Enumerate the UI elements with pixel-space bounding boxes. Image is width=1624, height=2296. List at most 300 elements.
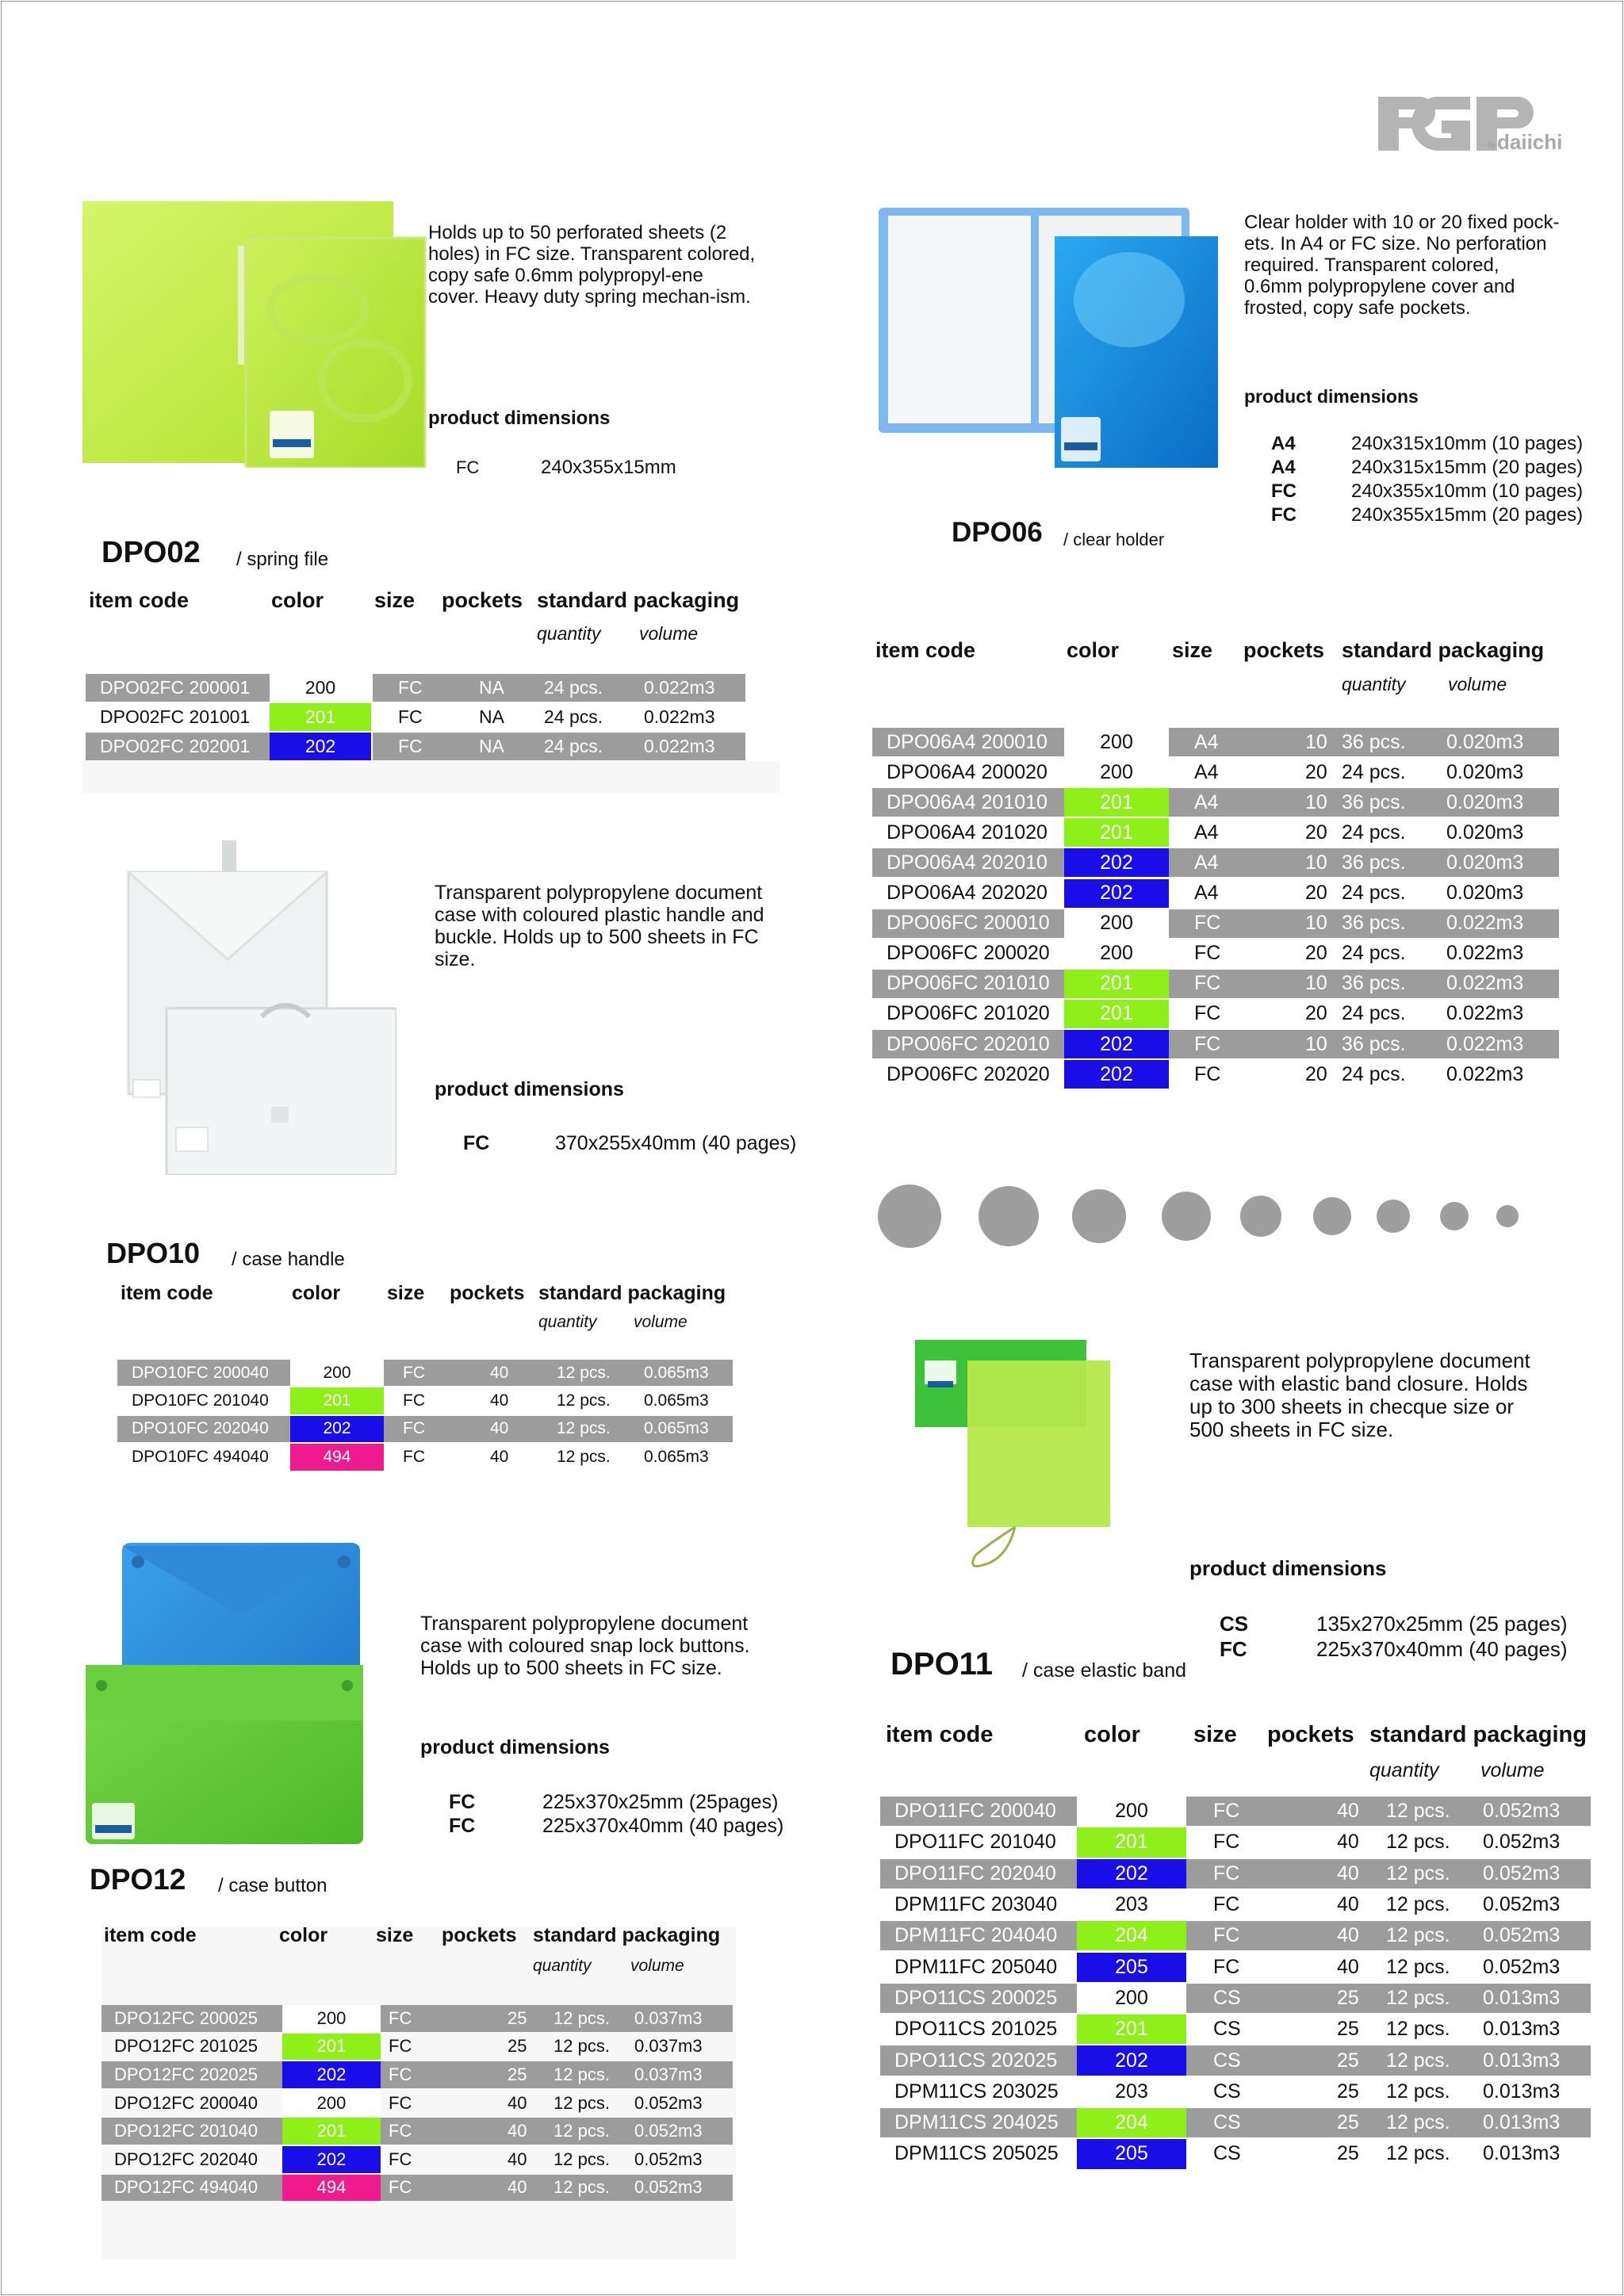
cell-size: FC bbox=[403, 1391, 425, 1410]
table-row bbox=[880, 2077, 1591, 2107]
dimension-row bbox=[463, 1131, 796, 1155]
dimension-row bbox=[1220, 1611, 1568, 1636]
cell-size: A4 bbox=[1194, 882, 1219, 905]
cell-quantity: 12 pcs. bbox=[549, 1360, 644, 1386]
col-quantity: quantity bbox=[1342, 674, 1406, 695]
cell-volume: 0.065m3 bbox=[644, 1416, 733, 1442]
cell-color: 204 bbox=[1077, 2108, 1186, 2137]
table-row bbox=[872, 848, 1559, 877]
cell-size: A4 bbox=[1169, 728, 1262, 756]
brand-logo bbox=[1377, 92, 1567, 155]
cell-volume: 0.022m3 bbox=[612, 733, 745, 760]
cell-item-code: DPO02FC 200001 bbox=[86, 674, 270, 702]
cell-color: 202 bbox=[282, 2061, 381, 2088]
cell-size: FC bbox=[1194, 1002, 1221, 1025]
cell-pockets: 25 bbox=[1337, 2018, 1359, 2041]
cell-pockets: 40 bbox=[490, 1391, 509, 1410]
cell-size: FC bbox=[389, 2149, 412, 2169]
cell-volume: 0.020m3 bbox=[1446, 882, 1524, 905]
cell-quantity: 24 pcs. bbox=[1342, 821, 1406, 844]
dpo02-product-code: DPO02 bbox=[102, 536, 201, 569]
cell-quantity: 24 pcs. bbox=[508, 674, 612, 702]
table-row bbox=[880, 2108, 1591, 2137]
cell-color: 201 bbox=[1064, 788, 1169, 817]
cell-volume: 0.020m3 bbox=[1446, 760, 1524, 783]
cell-size: FC bbox=[373, 733, 425, 760]
cell-size: FC bbox=[381, 2005, 460, 2032]
cell-pockets: 40 bbox=[460, 2175, 553, 2202]
cell-quantity: 12 pcs. bbox=[553, 2149, 610, 2169]
cell-size: CS bbox=[1186, 2108, 1297, 2137]
cell-pockets: 20 bbox=[1305, 1002, 1327, 1025]
dpo02-product-image bbox=[79, 198, 428, 468]
cell-volume: 0.065m3 bbox=[644, 1391, 709, 1410]
cell-item-code: DPO12FC 494040 bbox=[102, 2175, 282, 2202]
cell-pockets: 40 bbox=[1337, 1893, 1359, 1916]
cell-quantity: 12 pcs. bbox=[553, 2175, 634, 2202]
cell-size: CS bbox=[1213, 2018, 1241, 2041]
dimension-size: CS bbox=[1220, 1612, 1249, 1636]
table-row bbox=[102, 2061, 733, 2088]
table-row bbox=[872, 879, 1559, 908]
cell-quantity: 12 pcs. bbox=[1386, 1955, 1450, 1978]
cell-pockets: 25 bbox=[1337, 2080, 1359, 2103]
cell-item-code: DPO12FC 202025 bbox=[102, 2061, 282, 2088]
cell-color: 202 bbox=[270, 733, 371, 760]
dimension-row bbox=[449, 1814, 783, 1838]
cell-quantity: 12 pcs. bbox=[1386, 1831, 1450, 1854]
dpo11-product-code: DPO11 bbox=[891, 1647, 993, 1682]
dimension-size: FC bbox=[449, 1791, 476, 1813]
cell-item-code: DPO10FC 200040 bbox=[117, 1360, 290, 1386]
dpo06-product-image bbox=[875, 205, 1224, 471]
cell-item-code: DPO11CS 200025 bbox=[880, 1984, 1077, 2013]
cell-volume: 0.020m3 bbox=[1446, 728, 1559, 756]
cell-item-code: DPO06A4 200020 bbox=[887, 760, 1048, 783]
table-row bbox=[102, 2090, 733, 2117]
cell-item-code: DPO12FC 200025 bbox=[102, 2005, 282, 2032]
col-standard-packaging: standard packaging bbox=[538, 1282, 726, 1304]
cell-volume: 0.022m3 bbox=[1446, 970, 1559, 998]
cell-quantity: 24 pcs. bbox=[508, 733, 612, 760]
cell-color: 202 bbox=[1077, 2045, 1186, 2075]
cell-pockets: 10 bbox=[1262, 848, 1342, 877]
cell-color: 200 bbox=[1064, 758, 1169, 786]
col-size: size bbox=[376, 1924, 414, 1946]
cell-color: 201 bbox=[1077, 1827, 1186, 1857]
col-size: size bbox=[387, 1282, 425, 1304]
cell-color: 201 bbox=[270, 703, 371, 731]
cell-quantity: 12 pcs. bbox=[1386, 1921, 1472, 1950]
dpo12-product-code: DPO12 bbox=[90, 1863, 186, 1896]
cell-quantity: 24 pcs. bbox=[1342, 882, 1406, 905]
cell-quantity: 36 pcs. bbox=[1342, 970, 1446, 998]
cell-pockets: 40 bbox=[1337, 1831, 1359, 1854]
cell-item-code: DPO11FC 202040 bbox=[880, 1859, 1077, 1888]
cell-volume: 0.037m3 bbox=[634, 2061, 733, 2088]
cell-color: 202 bbox=[1064, 848, 1169, 877]
cell-size: A4 bbox=[1169, 788, 1262, 817]
decorative-dot bbox=[1313, 1197, 1351, 1235]
cell-item-code: DPM11CS 204025 bbox=[880, 2108, 1077, 2137]
cell-size: FC bbox=[1186, 1859, 1297, 1888]
cell-pockets: 10 bbox=[1262, 909, 1342, 938]
table-row bbox=[872, 1000, 1559, 1028]
cell-quantity: 12 pcs. bbox=[1386, 1797, 1472, 1826]
dimension-value: 240x355x15mm (20 pages) bbox=[1351, 504, 1584, 526]
cell-quantity: 12 pcs. bbox=[1386, 2045, 1472, 2075]
cell-pockets: 25 bbox=[1297, 1984, 1386, 2013]
decorative-dot bbox=[1377, 1200, 1410, 1233]
col-quantity: quantity bbox=[538, 1313, 597, 1331]
dpo11-product-image bbox=[912, 1337, 1118, 1575]
dimension-row bbox=[1271, 432, 1583, 456]
cell-quantity: 12 pcs. bbox=[1386, 1984, 1472, 2013]
dpo10-subtitle: / case handle bbox=[232, 1249, 345, 1270]
cell-quantity: 12 pcs. bbox=[549, 1416, 644, 1442]
cell-volume: 0.022m3 bbox=[644, 706, 715, 727]
cell-size: FC bbox=[1194, 942, 1221, 965]
cell-item-code: DPO06FC 202010 bbox=[872, 1030, 1064, 1058]
dimension-size: FC bbox=[449, 1815, 476, 1837]
dpo06-dimensions-title: product dimensions bbox=[1244, 386, 1419, 407]
cell-quantity: 36 pcs. bbox=[1342, 1030, 1446, 1058]
cell-size: FC bbox=[381, 2061, 460, 2088]
cell-size: FC bbox=[381, 2118, 460, 2145]
cell-pockets: 40 bbox=[454, 1360, 549, 1386]
table-row bbox=[102, 2118, 733, 2145]
cell-color: 200 bbox=[1077, 1797, 1186, 1826]
table-row bbox=[880, 1984, 1591, 2013]
cell-volume: 0.052m3 bbox=[1483, 1955, 1561, 1978]
cell-quantity: 24 pcs. bbox=[1342, 1062, 1406, 1085]
col-volume: volume bbox=[1480, 1759, 1545, 1781]
cell-size: FC bbox=[1169, 970, 1262, 998]
cell-volume: 0.020m3 bbox=[1446, 788, 1559, 817]
dpo02-dimensions bbox=[456, 456, 676, 480]
cell-pockets: 20 bbox=[1305, 760, 1327, 783]
cell-pockets: 40 bbox=[1297, 1921, 1386, 1950]
cell-quantity: 24 pcs. bbox=[544, 706, 603, 727]
dpo06-subtitle: / clear holder bbox=[1063, 530, 1165, 549]
cell-item-code: DPO12FC 202040 bbox=[114, 2149, 258, 2169]
cell-volume: 0.022m3 bbox=[1446, 1030, 1559, 1058]
cell-pockets: 20 bbox=[1305, 942, 1327, 965]
table-row bbox=[872, 1030, 1559, 1058]
cell-item-code: DPO11FC 200040 bbox=[880, 1797, 1077, 1826]
cell-quantity: 12 pcs. bbox=[1386, 2080, 1450, 2103]
cell-size: FC bbox=[384, 1360, 454, 1386]
table-row bbox=[880, 1827, 1591, 1857]
col-item-code: item code bbox=[89, 588, 190, 612]
cell-volume: 0.013m3 bbox=[1472, 2108, 1591, 2137]
cell-pockets: 20 bbox=[1305, 882, 1327, 905]
cell-size: FC bbox=[398, 706, 423, 727]
cell-item-code: DPO10FC 201040 bbox=[132, 1391, 269, 1410]
cell-item-code: DPO06FC 201010 bbox=[872, 970, 1064, 998]
decorative-dot bbox=[1440, 1202, 1469, 1230]
dpo11-subtitle: / case elastic band bbox=[1022, 1659, 1187, 1682]
dimension-row bbox=[1271, 456, 1583, 480]
cell-size: FC bbox=[403, 1447, 425, 1466]
dpo11-dimensions-title: product dimensions bbox=[1189, 1556, 1387, 1580]
dpo11-description: Transparent polypropylene document case with elastic band closure. Holds up to 300 sheets in checque size or 500 sheets in FC size. bbox=[1189, 1349, 1530, 1441]
table-row bbox=[880, 1890, 1591, 1919]
dimension-row bbox=[1220, 1636, 1568, 1662]
brand-by: by bbox=[1488, 141, 1496, 150]
table-row bbox=[880, 1953, 1591, 1982]
cell-item-code: DPO02FC 202001 bbox=[86, 733, 270, 760]
cell-volume: 0.022m3 bbox=[1446, 942, 1524, 965]
cell-quantity: 12 pcs. bbox=[1386, 2018, 1450, 2041]
cell-volume: 0.065m3 bbox=[644, 1360, 733, 1386]
cell-item-code: DPO06A4 201010 bbox=[872, 788, 1064, 817]
cell-item-code: DPM11CS 203025 bbox=[894, 2080, 1059, 2103]
cell-volume: 0.052m3 bbox=[1483, 1831, 1561, 1854]
col-standard-packaging: standard packaging bbox=[1369, 1722, 1587, 1747]
cell-volume: 0.052m3 bbox=[634, 2175, 733, 2202]
decorative-dot bbox=[1162, 1192, 1211, 1241]
decorative-dot bbox=[1496, 1205, 1519, 1227]
cell-color: 201 bbox=[1064, 970, 1169, 998]
cell-size: FC bbox=[1186, 1921, 1297, 1950]
cell-volume: 0.022m3 bbox=[1446, 909, 1559, 938]
cell-size: FC bbox=[1213, 1955, 1240, 1978]
cell-item-code: DPO06FC 200020 bbox=[887, 942, 1050, 965]
cell-item-code: DPO02FC 201001 bbox=[100, 706, 251, 727]
col-volume: volume bbox=[1448, 674, 1507, 695]
cell-quantity: 36 pcs. bbox=[1342, 728, 1446, 756]
cell-size: FC bbox=[373, 674, 425, 702]
cell-volume: 0.020m3 bbox=[1446, 821, 1524, 844]
cell-color: 200 bbox=[282, 2090, 381, 2117]
decorative-dot bbox=[979, 1186, 1039, 1246]
table-row bbox=[872, 758, 1559, 786]
dimension-value: 240x315x15mm (20 pages) bbox=[1351, 457, 1584, 478]
cell-quantity: 24 pcs. bbox=[1342, 942, 1406, 965]
cell-item-code: DPO06A4 200010 bbox=[872, 728, 1064, 756]
cell-pockets: 40 bbox=[1297, 1859, 1386, 1888]
cell-pockets: 25 bbox=[460, 2061, 553, 2088]
cell-item-code: DPO06A4 202010 bbox=[872, 848, 1064, 877]
cell-volume: 0.037m3 bbox=[634, 2005, 733, 2032]
col-pockets: pockets bbox=[1243, 638, 1325, 662]
table-row bbox=[872, 1060, 1559, 1089]
cell-quantity: 36 pcs. bbox=[1342, 848, 1446, 877]
table-row bbox=[86, 733, 745, 760]
dpo12-description: Transparent polypropylene document case with coloured snap lock buttons. Holds up to 500 sheets in FC size. bbox=[420, 1613, 750, 1679]
cell-pockets: NA bbox=[425, 674, 508, 702]
dimension-value: 135x270x25mm (25 pages) bbox=[1316, 1612, 1568, 1636]
cell-quantity: 12 pcs. bbox=[1386, 2142, 1450, 2165]
cell-size: FC bbox=[1169, 1030, 1262, 1058]
dpo11-dimensions bbox=[1220, 1611, 1568, 1662]
table-row bbox=[872, 818, 1559, 847]
cell-color: 202 bbox=[1064, 1030, 1169, 1058]
cell-size: A4 bbox=[1194, 760, 1219, 783]
cell-volume: 0.022m3 bbox=[612, 674, 745, 702]
col-volume: volume bbox=[630, 1957, 684, 1975]
cell-quantity: 36 pcs. bbox=[1342, 788, 1446, 817]
col-pockets: pockets bbox=[442, 1924, 517, 1946]
cell-item-code: DPO12FC 200040 bbox=[114, 2092, 258, 2113]
bg-band bbox=[82, 761, 780, 793]
col-item-code: item code bbox=[104, 1924, 197, 1946]
table-row bbox=[117, 1444, 733, 1470]
col-color: color bbox=[1084, 1722, 1140, 1747]
table-row bbox=[102, 2034, 733, 2061]
cell-item-code: DPO06FC 202020 bbox=[887, 1062, 1050, 1085]
cell-color: 200 bbox=[1064, 728, 1169, 756]
cell-size: FC bbox=[389, 2036, 412, 2057]
cell-pockets: 25 bbox=[1297, 2045, 1386, 2075]
cell-size: FC bbox=[1194, 1062, 1221, 1085]
cell-quantity: 12 pcs. bbox=[1386, 1893, 1450, 1916]
cell-volume: 0.052m3 bbox=[634, 2118, 733, 2145]
cell-quantity: 12 pcs. bbox=[553, 2092, 610, 2113]
cell-color: 204 bbox=[1077, 1921, 1186, 1950]
cell-pockets: 10 bbox=[1262, 728, 1342, 756]
table-row bbox=[872, 970, 1559, 998]
decorative-dot bbox=[878, 1184, 941, 1248]
decorative-dot bbox=[1072, 1189, 1126, 1243]
cell-size: FC bbox=[1186, 1797, 1297, 1826]
cell-volume: 0.013m3 bbox=[1483, 2018, 1561, 2041]
table-row bbox=[880, 2015, 1591, 2044]
cell-volume: 0.052m3 bbox=[1472, 1797, 1591, 1826]
cell-color: 202 bbox=[1064, 879, 1169, 908]
cell-item-code: DPO06A4 201020 bbox=[887, 821, 1048, 844]
table-row bbox=[117, 1387, 733, 1414]
cell-pockets: 40 bbox=[490, 1447, 509, 1466]
col-color: color bbox=[271, 588, 324, 612]
dimension-value: 240x315x10mm (10 pages) bbox=[1351, 433, 1584, 454]
dimension-size: A4 bbox=[1271, 433, 1296, 454]
cell-pockets: NA bbox=[425, 733, 508, 760]
col-size: size bbox=[374, 588, 416, 612]
col-pockets: pockets bbox=[450, 1282, 525, 1304]
dpo10-dimensions bbox=[463, 1131, 796, 1155]
col-pockets: pockets bbox=[1267, 1722, 1354, 1747]
cell-item-code: DPO11CS 201025 bbox=[894, 2018, 1058, 2041]
cell-volume: 0.020m3 bbox=[1446, 848, 1559, 877]
dpo12-product-image bbox=[82, 1538, 368, 1847]
cell-color: 494 bbox=[282, 2175, 381, 2202]
cell-quantity: 12 pcs. bbox=[553, 2061, 634, 2088]
cell-color: 200 bbox=[290, 1360, 384, 1386]
cell-item-code: DPO06FC 200010 bbox=[872, 909, 1064, 938]
cell-item-code: DPM11CS 205025 bbox=[894, 2142, 1059, 2165]
col-color: color bbox=[1067, 638, 1120, 662]
dimension-row bbox=[1271, 480, 1583, 503]
table-row bbox=[102, 2146, 733, 2173]
cell-quantity: 12 pcs. bbox=[553, 2118, 634, 2145]
cell-volume: 0.022m3 bbox=[1446, 1002, 1524, 1025]
dimension-value: 225x370x40mm (40 pages) bbox=[1316, 1637, 1568, 1661]
col-quantity: quantity bbox=[533, 1957, 592, 1975]
dimension-value: 240x355x15mm bbox=[541, 457, 676, 478]
cell-volume: 0.037m3 bbox=[634, 2036, 703, 2057]
table-row bbox=[880, 1859, 1591, 1888]
col-quantity: quantity bbox=[537, 623, 601, 644]
cell-color: 201 bbox=[1064, 1000, 1169, 1028]
cell-size: A4 bbox=[1194, 821, 1219, 844]
dpo02-description: Holds up to 50 perforated sheets (2 holes) in FC size. Transparent colored, copy safe 0.6mm polypropyl-ene cover. Heavy duty spring mechan-ism. bbox=[428, 222, 756, 308]
dpo06-product-code: DPO06 bbox=[952, 517, 1043, 548]
col-standard-packaging: standard packaging bbox=[533, 1924, 721, 1946]
dpo10-product-code: DPO10 bbox=[106, 1237, 201, 1269]
table-row bbox=[86, 703, 745, 731]
cell-pockets: 40 bbox=[460, 2118, 553, 2145]
dimension-size: FC bbox=[1271, 480, 1297, 502]
cell-color: 494 bbox=[290, 1444, 384, 1470]
cell-pockets: 40 bbox=[508, 2092, 527, 2113]
dpo06-description: Clear holder with 10 or 20 fixed pock-ets. In A4 or FC size. No perforation required. Transparent colored, 0.6mm polypropylene cover and frosted, copy safe pockets. bbox=[1244, 212, 1560, 319]
cell-color: 202 bbox=[1064, 1060, 1169, 1089]
cell-volume: 0.013m3 bbox=[1472, 2045, 1591, 2075]
cell-quantity: 12 pcs. bbox=[557, 1391, 611, 1410]
cell-size: FC bbox=[1213, 1893, 1240, 1916]
cell-color: 205 bbox=[1077, 2139, 1186, 2168]
cell-size: CS bbox=[1213, 2142, 1241, 2165]
table-row bbox=[872, 909, 1559, 938]
col-volume: volume bbox=[639, 623, 699, 644]
cell-color: 201 bbox=[1064, 818, 1169, 847]
col-standard-packaging: standard packaging bbox=[537, 588, 740, 612]
table-row bbox=[102, 2005, 733, 2032]
col-color: color bbox=[292, 1282, 341, 1304]
col-color: color bbox=[279, 1924, 328, 1946]
table-row bbox=[86, 674, 745, 702]
dpo10-dimensions-title: product dimensions bbox=[435, 1078, 624, 1100]
cell-volume: 0.052m3 bbox=[1472, 1859, 1591, 1888]
cell-item-code: DPM11FC 205040 bbox=[894, 1955, 1058, 1978]
col-size: size bbox=[1193, 1722, 1237, 1747]
cell-item-code: DPO12FC 201040 bbox=[102, 2118, 282, 2145]
dimension-value: 225x370x25mm (25pages) bbox=[542, 1791, 779, 1813]
col-item-code: item code bbox=[121, 1282, 213, 1304]
dimension-size: A4 bbox=[1271, 457, 1296, 478]
dpo12-dimensions-title: product dimensions bbox=[420, 1736, 610, 1758]
col-volume: volume bbox=[634, 1313, 688, 1331]
cell-pockets: 40 bbox=[454, 1416, 549, 1442]
dpo02-subtitle: / spring file bbox=[236, 549, 329, 570]
col-quantity: quantity bbox=[1369, 1759, 1439, 1781]
table-row bbox=[117, 1360, 733, 1386]
col-item-code: item code bbox=[875, 638, 976, 662]
cell-color: 200 bbox=[1064, 939, 1169, 968]
cell-size: FC bbox=[384, 1416, 454, 1442]
cell-pockets: 10 bbox=[1262, 1030, 1342, 1058]
cell-pockets: 10 bbox=[1262, 788, 1342, 817]
cell-size: CS bbox=[1213, 2080, 1241, 2103]
dpo02-dimensions-title: product dimensions bbox=[428, 408, 611, 429]
cell-pockets: 10 bbox=[1262, 970, 1342, 998]
cell-item-code: DPO11FC 201040 bbox=[894, 1831, 1056, 1854]
cell-item-code: DPO10FC 202040 bbox=[117, 1416, 290, 1442]
col-size: size bbox=[1172, 638, 1213, 662]
cell-item-code: DPO12FC 201025 bbox=[114, 2036, 258, 2057]
cell-color: 201 bbox=[1077, 2015, 1186, 2044]
dimension-row bbox=[1271, 503, 1583, 527]
decorative-dot bbox=[1240, 1196, 1281, 1237]
cell-pockets: 25 bbox=[508, 2036, 527, 2057]
table-row bbox=[872, 728, 1559, 756]
dimension-size: FC bbox=[463, 1132, 490, 1154]
cell-item-code: DPM11FC 204040 bbox=[880, 1921, 1077, 1950]
cell-color: 205 bbox=[1077, 1953, 1186, 1982]
cell-pockets: 40 bbox=[1297, 1797, 1386, 1826]
